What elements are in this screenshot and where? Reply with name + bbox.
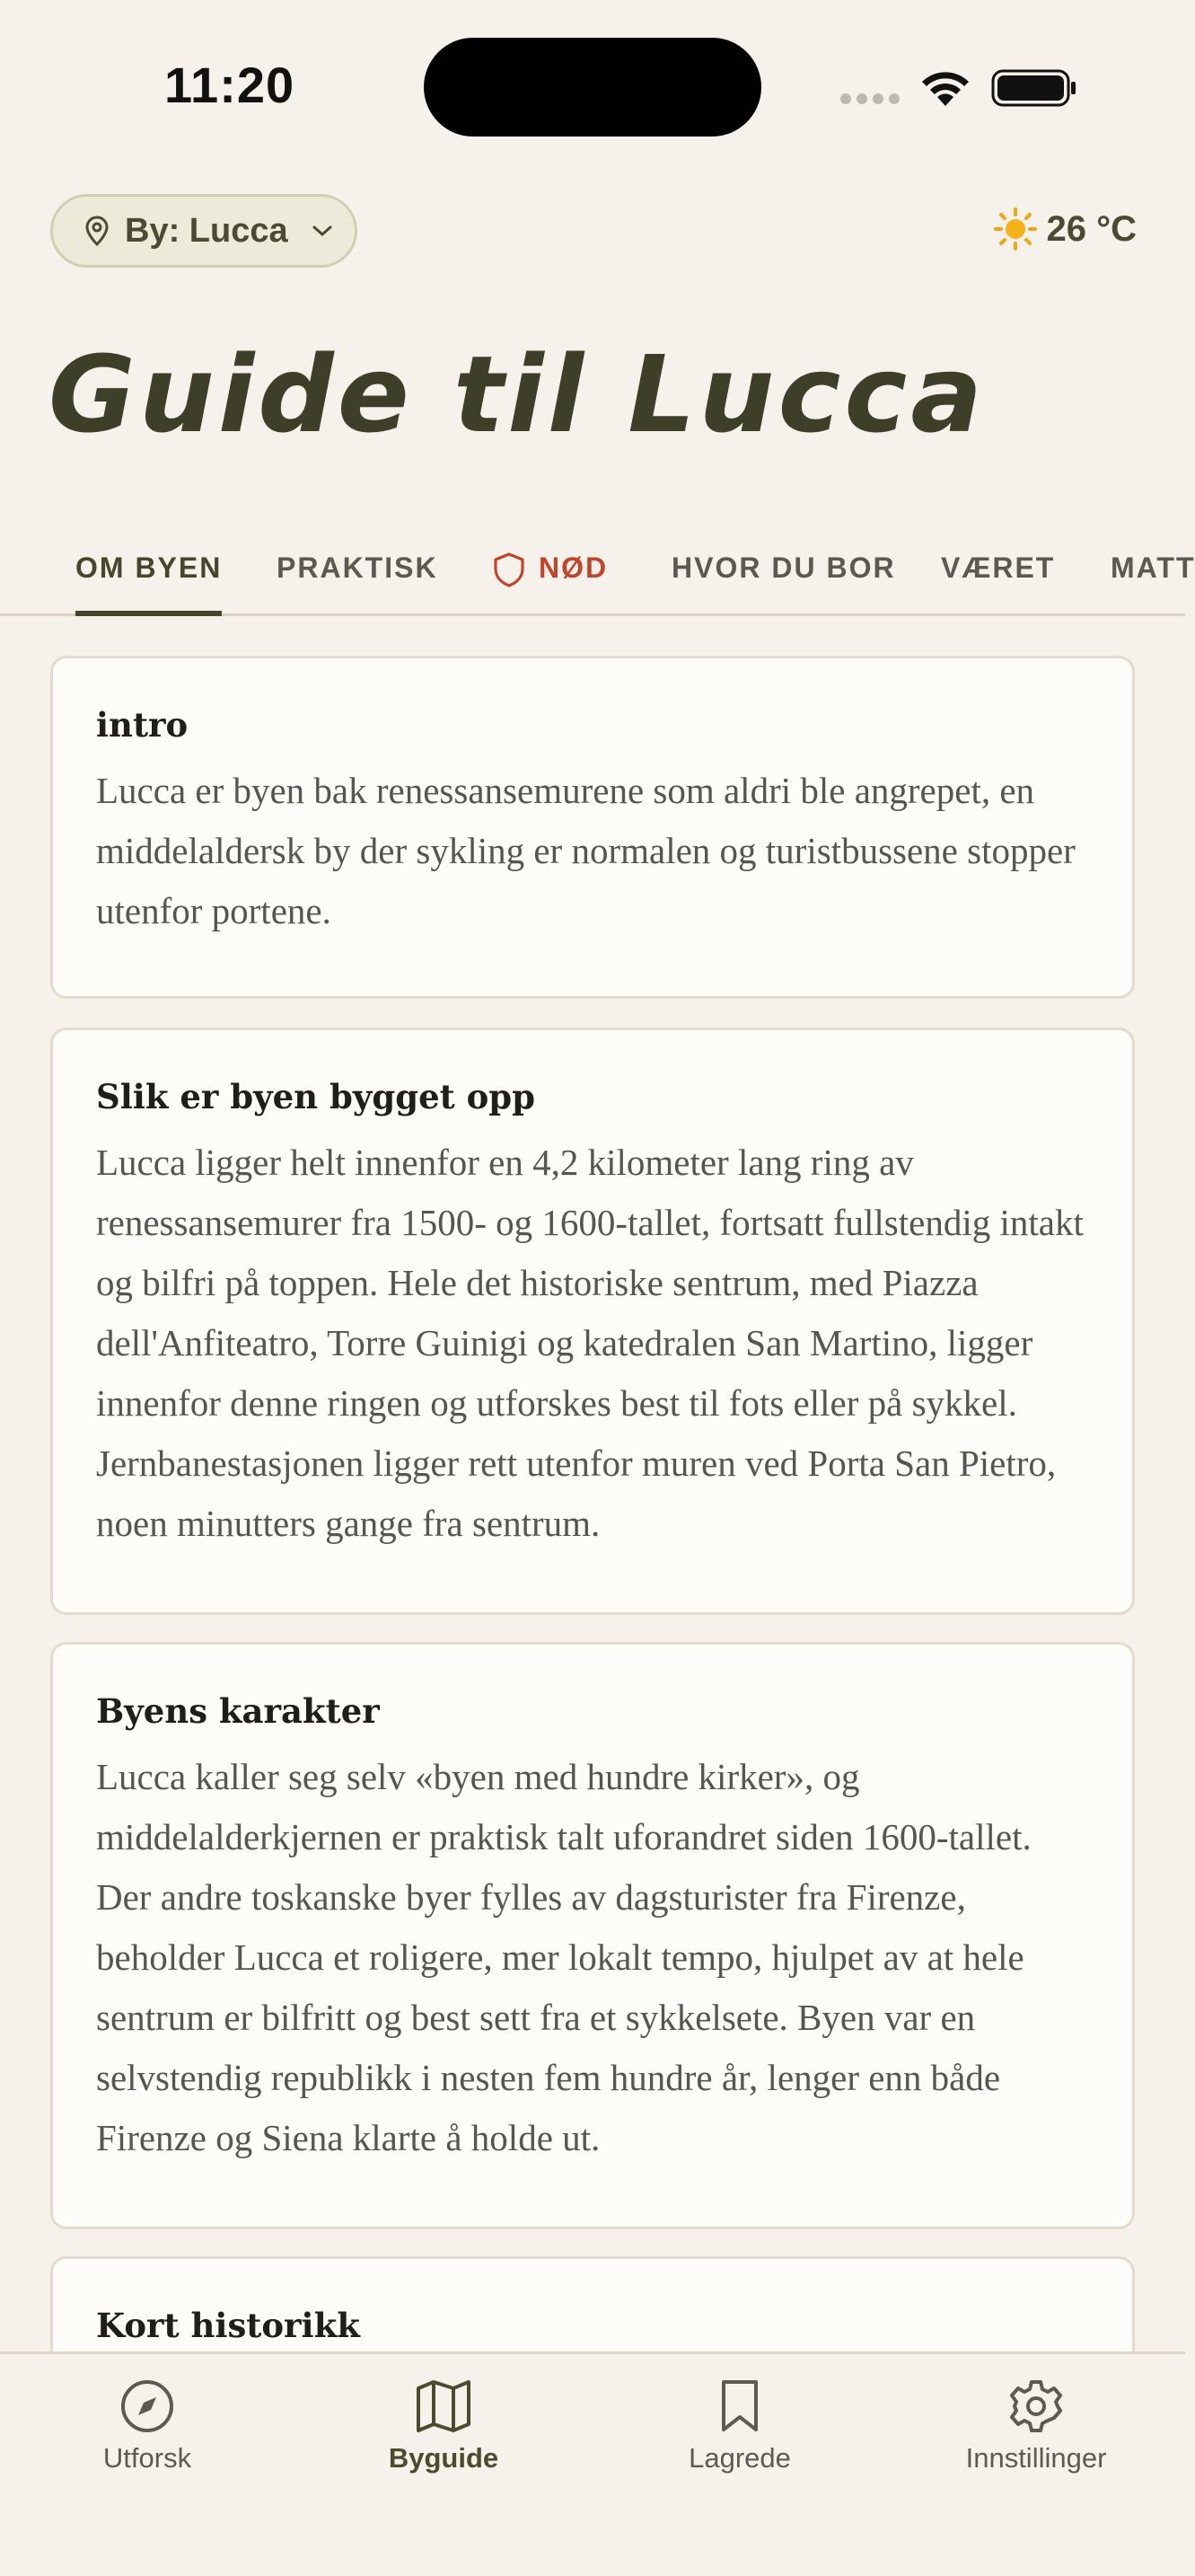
status-time: 11:20: [164, 57, 295, 113]
location-pin-icon: [85, 216, 109, 246]
tab-matt[interactable]: MATT: [1111, 551, 1195, 584]
wifi-icon: [918, 65, 973, 108]
bottom-navigation: [0, 2351, 1185, 2576]
nav-innstillinger-label: Innstillinger: [965, 2442, 1107, 2474]
sun-icon: [993, 207, 1038, 251]
nav-byguide[interactable]: [318, 2378, 569, 2475]
card-body: Lucca kaller seg selv «byen med hundre kirker», og middelalderkjernen er praktisk talt uforandret siden 1600-tallet. Der andre toskanske byer fylles av dagsturister fra Firenze, beholder Lucca et roligere, mer lokalt tempo, hjulpet av at hele sentrum er bilfritt og best sett fra et sykkelsete. Byen var en selvstendig republikk i nesten fem hundre år, lenger enn både Firenze og Siena klarte å holde ut.: [96, 1756, 1032, 2158]
card-heading: Kort historikk: [96, 2306, 360, 2345]
nav-utforsk-label: Utforsk: [102, 2442, 192, 2474]
status-bar: [0, 0, 1185, 171]
tab-nod-label: NØD: [539, 551, 609, 584]
page-title: Guide til Lucca: [48, 332, 986, 456]
card-body: Lucca er byen bak renessansemurene som aldri ble angrepet, en middelaldersk by der sykling er normalen og turistbussene stopper utenfor portene.: [96, 770, 1076, 931]
nav-lagrede[interactable]: [614, 2378, 865, 2475]
map-icon: [414, 2378, 473, 2435]
card-body: Lucca ligger helt innenfor en 4,2 kilometer lang ring av renessansemurer fra 1500- og 1600-tallet, fortsatt fullstendig intakt og bilfri på toppen. Hele det historiske sentrum, med Piazza dell'Anfiteatro, Torre Guinigi og katedralen San Martino, ligger innenfor denne ringen og utforskes best til fots eller på sykkel. Jernbanestasjonen ligger rett utenfor muren ved Porta San Pietro, noen minutters gange fra sentrum.: [96, 1142, 1084, 1544]
tab-vaeret[interactable]: VÆRET: [941, 551, 1056, 584]
city-selector-button[interactable]: [50, 194, 357, 268]
nav-byguide-label: Byguide: [388, 2442, 499, 2474]
weather-indicator: [993, 207, 1138, 251]
temperature-text: 26 °C: [1046, 208, 1137, 249]
tab-praktisk[interactable]: PRAKTISK: [277, 551, 438, 584]
bookmark-icon: [716, 2378, 763, 2435]
nav-innstillinger[interactable]: [910, 2378, 1162, 2475]
card-heading: intro: [96, 705, 189, 745]
cellular-signal-icon: [840, 93, 900, 104]
city-selector-label: By: Lucca: [125, 211, 288, 250]
info-card-intro: [50, 656, 1135, 999]
nav-utforsk[interactable]: [22, 2378, 273, 2475]
dynamic-island: [424, 38, 761, 137]
tab-hvor-du-bor[interactable]: HVOR DU BOR: [672, 551, 896, 584]
section-tabs: [0, 535, 1195, 616]
tab-om-byen[interactable]: OM BYEN: [75, 551, 222, 616]
gear-icon: [1007, 2378, 1065, 2435]
info-card-layout: [50, 1028, 1135, 1615]
tab-nod[interactable]: [492, 551, 608, 616]
card-heading: Slik er byen bygget opp: [96, 1077, 536, 1116]
compass-icon: [119, 2378, 176, 2435]
nav-lagrede-label: Lagrede: [689, 2442, 791, 2474]
info-card-character: [50, 1642, 1135, 2229]
card-heading: Byens karakter: [96, 1691, 380, 1731]
shield-icon: [492, 551, 526, 587]
battery-icon: [991, 68, 1077, 108]
chevron-down-icon: [312, 224, 333, 238]
